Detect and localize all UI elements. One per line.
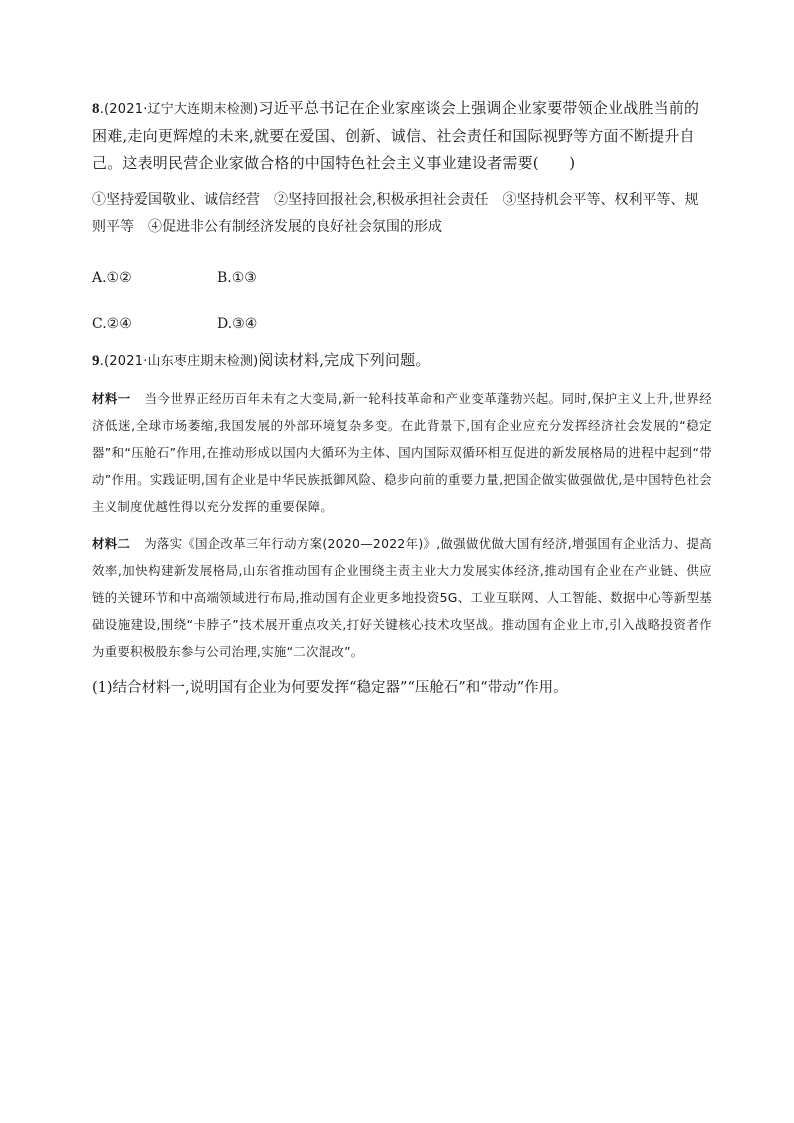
material-1-text: 当今世界正经历百年未有之大变局,新一轮科技革命和产业变革蓬勃兴起。同时,保护主义上升,世界经济低迷,全球市场萎缩,我国发展的外部环境复杂多变。在此背景下,国有企业应充分发挥经济社会发展的“稳定器”和“压舱石”作用,在推动形成以国内大循环为主体、国内国际双循环相互促进的新发展格局的进程中起到“带动”作用。实践证明,国有企业是中华民族抵御风险、稳步向前的重要力量,把国企做实做强做优,是中国特色社会主义制度优越性得以充分发挥的重要保障。	[92, 391, 712, 514]
question-8	[92, 95, 712, 177]
choice-a: A.①②	[92, 270, 132, 286]
choice-c: C.②④	[92, 316, 132, 332]
question-8-choices	[92, 255, 712, 347]
question-8-statements: ①坚持爱国敬业、诚信经营 ②坚持回报社会,积极承担社会责任 ③坚持机会平等、权利平等、规则平等 ④促进非公有制经济发展的良好社会氛围的形成	[92, 192, 699, 235]
question-9-stem: 阅读材料,完成下列问题。	[258, 351, 431, 369]
choice-d: D.③④	[217, 316, 258, 332]
material-2	[92, 530, 712, 665]
choice-b: B.①③	[217, 270, 257, 286]
question-9-source: .(2021·山东枣庄期末检测)	[99, 354, 259, 369]
question-9-sub-1: (1)结合材料一,说明国有企业为何要发挥“稳定器”“压舱石”和“带动”作用。	[92, 680, 568, 696]
material-1	[92, 385, 712, 520]
question-9-number: 9	[92, 353, 100, 369]
choice-row-1	[92, 255, 712, 301]
choice-row-2	[92, 301, 712, 347]
question-8-stem: 习近平总书记在企业家座谈会上强调企业家要带领企业战胜当前的困难,走向更辉煌的未来,就要在爱国、创新、诚信、社会责任和国际视野等方面不断提升自己。这表明民营企业家做合格的中国特色社会主义事业建设者需要( )	[92, 99, 700, 172]
question-8-source: .(2021·辽宁大连期末检测)	[99, 102, 259, 117]
material-2-label: 材料二	[92, 536, 131, 551]
material-1-label: 材料一	[92, 391, 131, 406]
question-9	[92, 347, 712, 375]
material-2-text: 为落实《国企改革三年行动方案(2020—2022年)》,做强做优做大国有经济,增强国有企业活力、提高效率,加快构建新发展格局,山东省推动国有企业围绕主责主业大力发展实体经济,推动国有企业在产业链、供应链的关键环节和中高端领域进行布局,推动国有企业更多地投资5G、工业互联网、人工智能、数据中心等新型基础设施建设,围绕“卡脖子”技术展开重点攻关,打好关键核心技术攻坚战。推动国有企业上市,引入战略投资者作为重要积极股东参与公司治理,实施“二次混改”。	[92, 536, 712, 659]
question-8-number: 8	[92, 101, 100, 117]
document-page	[92, 95, 712, 702]
